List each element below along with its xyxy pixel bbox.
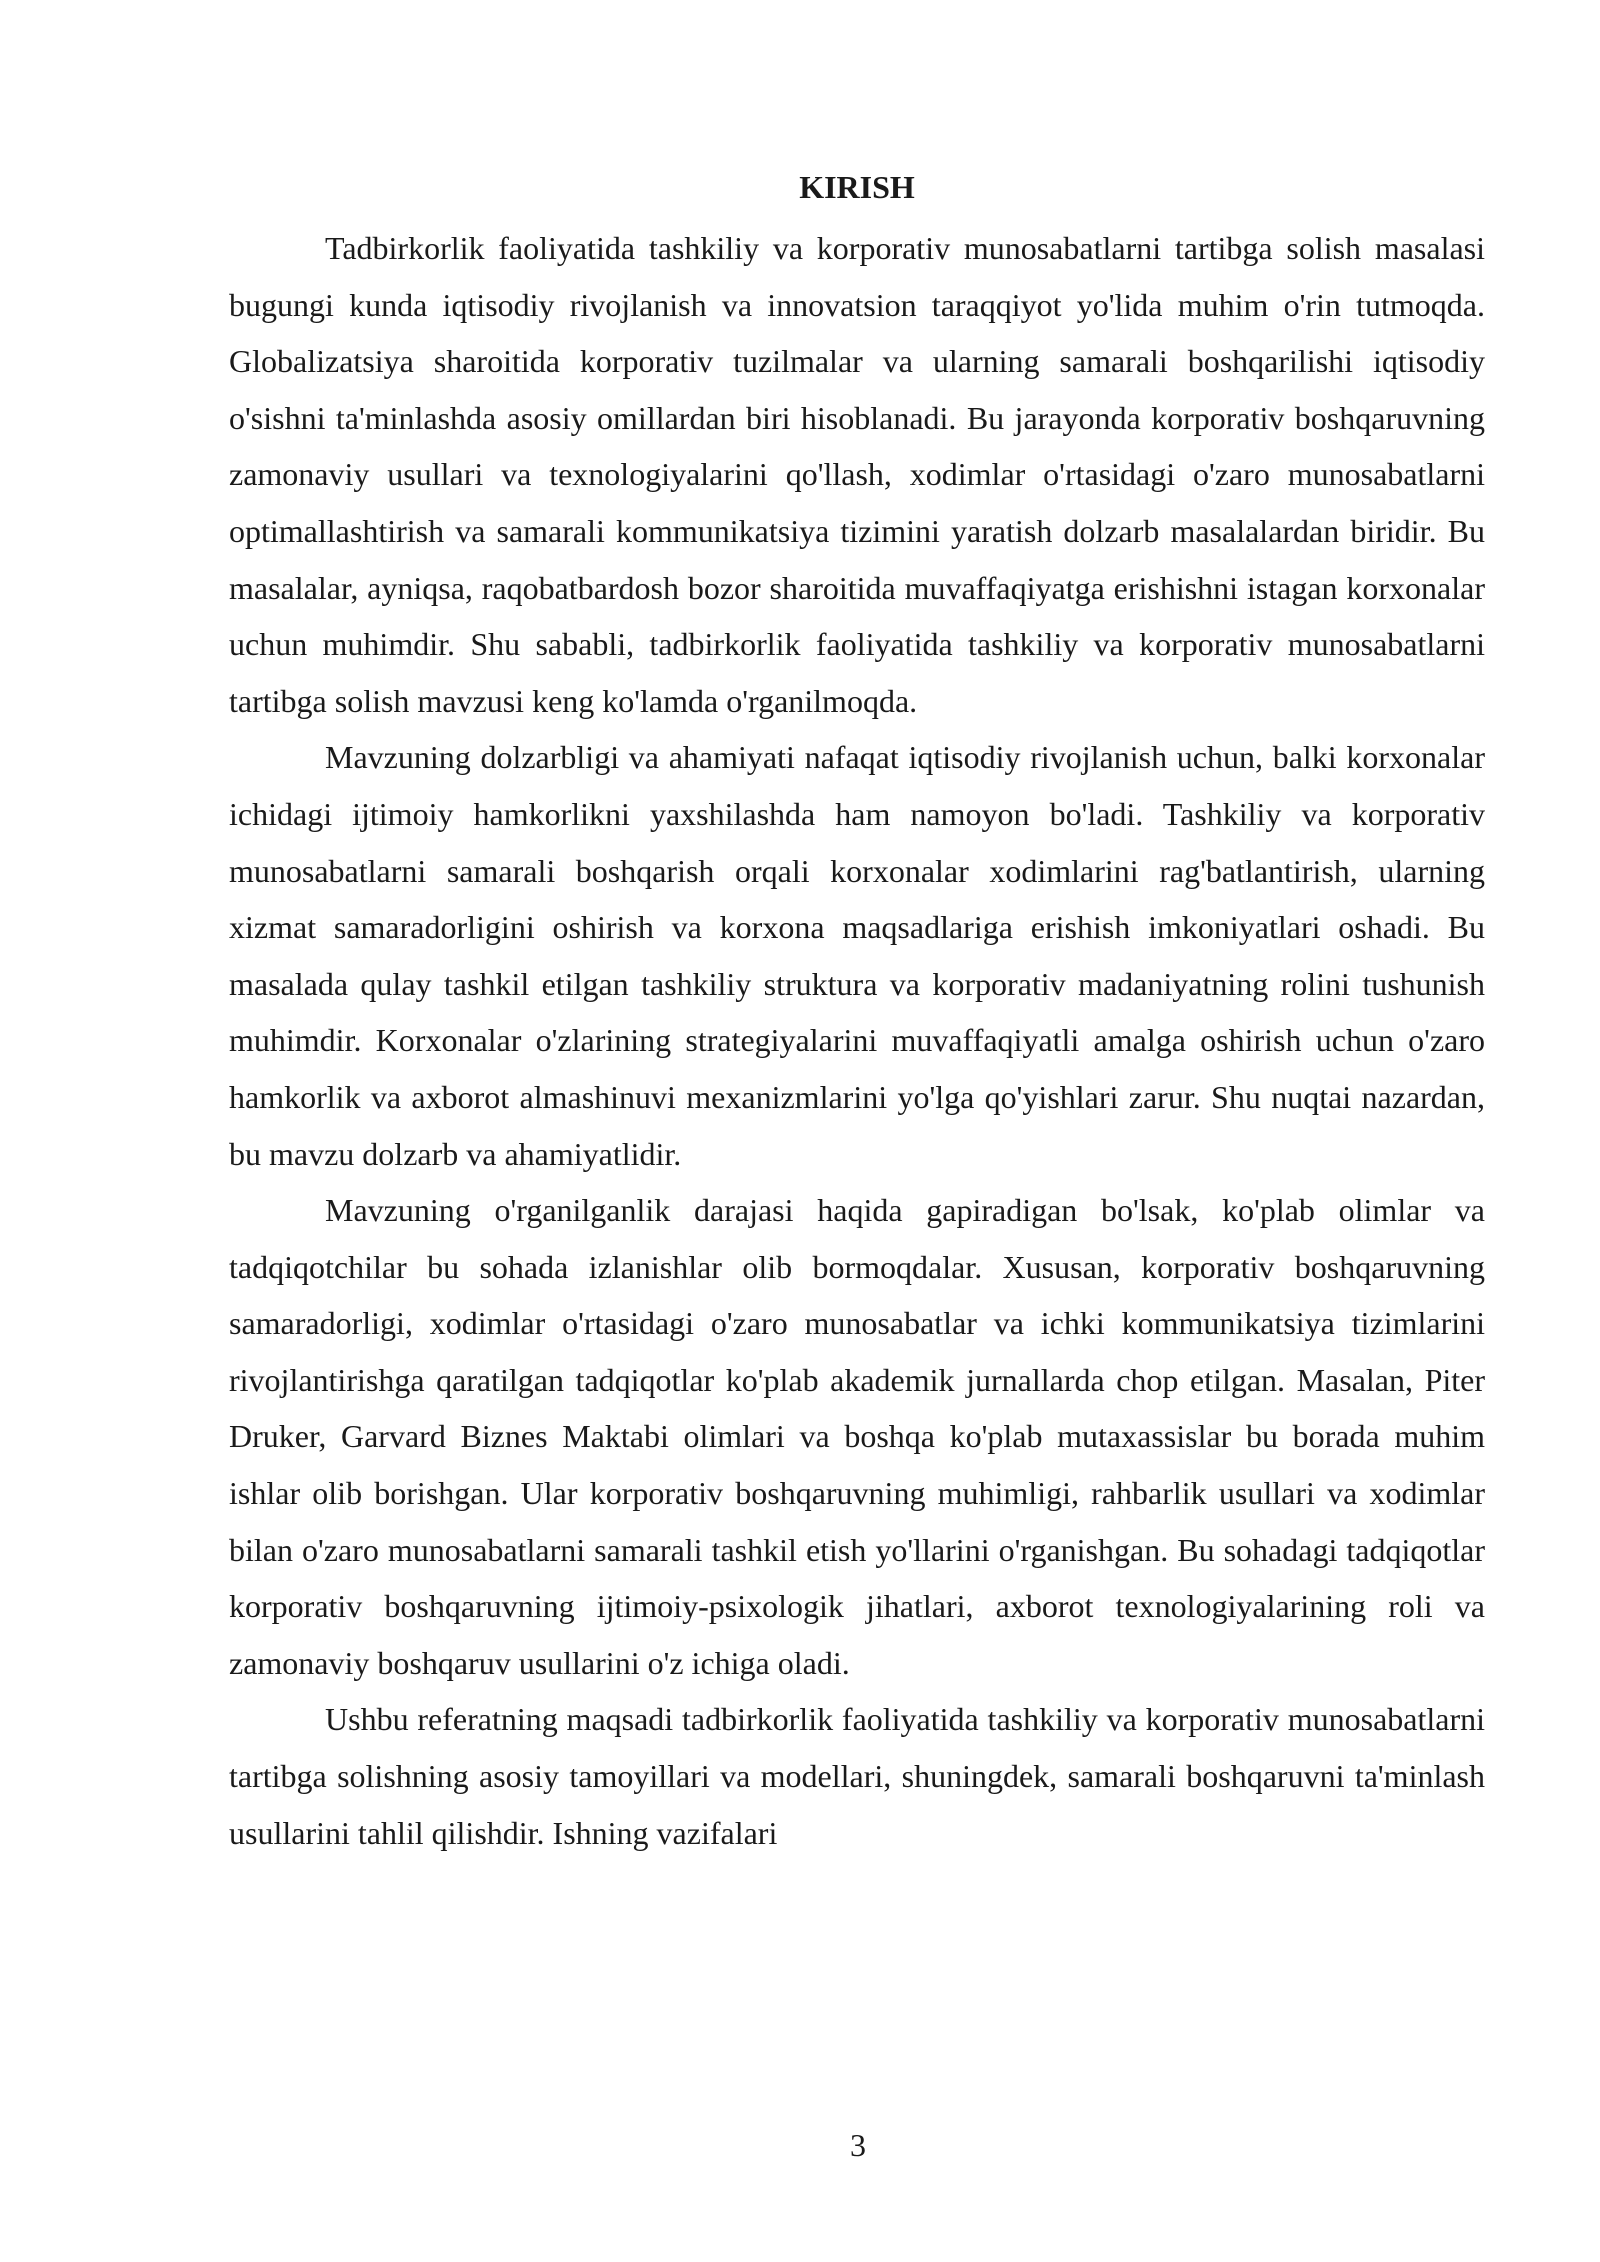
paragraph-research-degree: Mavzuning o'rganilganlik darajasi haqida gapiradigan bo'lsak, ko'plab olimlar va tadqiqotchilar bu sohada izlanishlar olib bormoqdalar. Xususan, korporativ boshqaruvning samaradorligi, xodimlar o'rtasidagi o'zaro munosabatlar va ichki kommunikatsiya tizimlarini rivojlantirishga qaratilgan tadqiqotlar ko'plab akademik jurnallarda chop etilgan. Masalan, Piter Druker, Garvard Biznes Maktabi olimlari va boshqa ko'plab mutaxassislar bu borada muhim ishlar olib borishgan. Ular korporativ boshqaruvning muhimligi, rahbarlik usullari va xodimlar bilan o'zaro munosabatlarni samarali tashkil etish yo'llarini o'rganishgan. Bu sohadagi tadqiqotlar korporativ boshqaruvning ijtimoiy-psixologik jihatlari, axborot texnologiyalarining roli va zamonaviy boshqaruv usullarini o'z ichiga oladi. [229,1192,1485,1681]
paragraph-relevance: Mavzuning dolzarbligi va ahamiyati nafaqat iqtisodiy rivojlanish uchun, balki korxonalar ichidagi ijtimoiy hamkorlikni yaxshilashda ham namoyon bo'ladi. Tashkiliy va korporativ munosabatlarni samarali boshqarish orqali korxonalar xodimlarini rag'batlantirish, ularning xizmat samaradorligini oshirish va korxona maqsadlariga erishish imkoniyatlari oshadi. Bu masalada qulay tashkil etilgan tashkiliy struktura va korporativ madaniyatning rolini tushunish muhimdir. Korxonalar o'zlarining strategiyalarini muvaffaqiyatli amalga oshirish uchun o'zaro hamkorlik va axborot almashinuvi mexanizmlarini yo'lga qo'yishlari zarur. Shu nuqtai nazardan, bu mavzu dolzarb va ahamiyatlidir. [229,739,1485,1172]
page-number: 3 [850,2127,866,2163]
document-body [229,164,1485,1861]
section-title: KIRISH [799,169,915,205]
paragraph-goal: Ushbu referatning maqsadi tadbirkorlik faoliyatida tashkiliy va korporativ munosabatlarni tartibga solishning asosiy tamoyillari va modellari, shuningdek, samarali boshqaruvni ta'minlash usullarini tahlil qilishdir. Ishning vazifalari [229,1701,1485,1851]
paragraph-introduction: Tadbirkorlik faoliyatida tashkiliy va korporativ munosabatlarni tartibga solish masalasi bugungi kunda iqtisodiy rivojlanish va innovatsion taraqqiyot yo'lida muhim o'rin tutmoqda. Globalizatsiya sharoitida korporativ tuzilmalar va ularning samarali boshqarilishi iqtisodiy o'sishni ta'minlashda asosiy omillardan biri hisoblanadi. Bu jarayonda korporativ boshqaruvning zamonaviy usullari va texnologiyalarini qo'llash, xodimlar o'rtasidagi o'zaro munosabatlarni optimallashtirish va samarali kommunikatsiya tizimini yaratish dolzarb masalalardan biridir. Bu masalalar, ayniqsa, raqobatbardosh bozor sharoitida muvaffaqiyatga erishishni istagan korxonalar uchun muhimdir. Shu sababli, tadbirkorlik faoliyatida tashkiliy va korporativ munosabatlarni tartibga solish mavzusi keng ko'lamda o'rganilmoqda. [229,230,1485,719]
